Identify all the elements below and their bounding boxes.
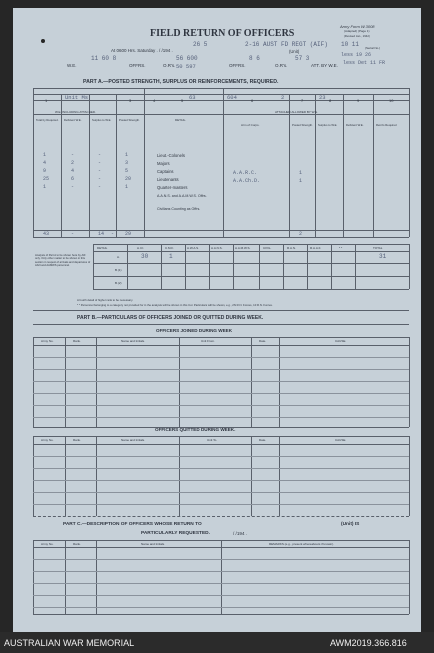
rank-label: Quarter-masters bbox=[157, 185, 188, 190]
part-a-cell: 2 bbox=[71, 160, 75, 166]
part-a-cell: - bbox=[98, 152, 102, 158]
part-a-cell: 1 bbox=[43, 152, 47, 158]
form-row-line bbox=[33, 456, 409, 457]
part-a-cell: 4 bbox=[71, 168, 75, 174]
col-number: 1 bbox=[45, 98, 48, 103]
col-number: 6 bbox=[251, 98, 254, 103]
col-number: 7 bbox=[301, 98, 304, 103]
part-b-title: PART B.—PARTICULARS OF OFFICERS JOINED OR QUITTED DURING WEEK. bbox=[77, 315, 264, 321]
det-col: CIVIL. bbox=[263, 246, 272, 250]
form-number: Army Form W.3008 bbox=[340, 24, 375, 29]
head-total: Total by Required. bbox=[36, 118, 59, 122]
arm-handwritten: A.A.Ch.D. bbox=[233, 178, 261, 184]
col-handwritten: 604 bbox=[227, 94, 237, 101]
part-a-cell: 20 bbox=[125, 176, 132, 182]
form-row-line bbox=[33, 393, 409, 394]
quitted-col: CAUSE. bbox=[335, 438, 347, 442]
arm-posted-value: 1 bbox=[299, 170, 303, 176]
quitted-col: Date. bbox=[259, 438, 267, 442]
joined-col: Army No. bbox=[41, 339, 54, 343]
rank-label: Lieutenants bbox=[157, 177, 179, 182]
footnote-1: A fourth detail of higher rank to be necessary. bbox=[77, 298, 134, 302]
head-deficient: Deficient W.E. bbox=[64, 118, 82, 122]
col-number: 3 bbox=[129, 98, 132, 103]
we-handwritten-2: 56 600 bbox=[176, 55, 198, 62]
form-row-line bbox=[33, 571, 409, 572]
det-col: A.I.F. bbox=[137, 246, 144, 250]
part-a-cell: 5 bbox=[125, 168, 129, 174]
part-c-date: / /194 . bbox=[233, 531, 248, 536]
unit-label: (Unit) bbox=[289, 49, 300, 54]
det-value: 31 bbox=[379, 253, 387, 260]
col-handwritten: 2 bbox=[281, 94, 285, 101]
col-handwritten: 63 bbox=[189, 94, 196, 101]
analysis-note: Analysis of Part A to be shown here by AIF only. Only other matter to be shown in this section in respect of arrivals and departures of AAN and AAMWS personnel. bbox=[35, 254, 91, 268]
col-number: 5 bbox=[181, 98, 184, 103]
joined-col: Unit From. bbox=[201, 339, 216, 343]
offrs-label-1: OFFRS. bbox=[129, 63, 146, 68]
col-handwritten: Unit Ms bbox=[65, 94, 89, 101]
total-value: - bbox=[71, 231, 75, 237]
total-value: 29 bbox=[125, 231, 132, 237]
ors-handwritten: 50 597 bbox=[176, 63, 196, 70]
det-col: * * bbox=[339, 246, 343, 250]
arm-posted-value: 1 bbox=[299, 178, 303, 184]
we-including-attached: W.E. INCLUDING ATTACHED. bbox=[55, 110, 96, 114]
form-row-line bbox=[33, 417, 409, 418]
det-value: 1 bbox=[169, 253, 173, 260]
att-by-we-label: ATT. BY W.E. bbox=[311, 63, 338, 68]
form-row-line bbox=[33, 607, 409, 608]
part-a-cell: - bbox=[98, 176, 102, 182]
head-posted: Posted Strength. bbox=[119, 118, 140, 122]
det-col: DETAIL bbox=[97, 246, 108, 250]
we-label: W.E. bbox=[67, 63, 77, 68]
footer-accession: AWM2019.366.816 bbox=[330, 638, 407, 648]
at-time-text: At 0600 Hrs. Saturday . / /194 . bbox=[111, 48, 173, 53]
part-a-cell: - bbox=[98, 168, 102, 174]
part-c-title-end: (Unit) IS bbox=[341, 522, 360, 527]
unit-handwritten: 2-16 AUST FD REGT (AIF) bbox=[245, 41, 328, 48]
form-row-line bbox=[33, 357, 409, 358]
form-row-line bbox=[33, 468, 409, 469]
col-number: 10 bbox=[389, 98, 394, 103]
part-a-cell: - bbox=[98, 184, 102, 190]
part-a-title: PART A.—POSTED STRENGTH, SURPLUS OR REINFORCEMENTS, REQUIRED. bbox=[83, 79, 279, 85]
less-handwritten: less 19 26 bbox=[341, 52, 372, 58]
det-col: C.M.F. bbox=[165, 246, 174, 250]
serial-label: (Serial No.) bbox=[365, 46, 381, 50]
det-row-label: B.(2) bbox=[115, 281, 122, 285]
col-number: 9 bbox=[357, 98, 360, 103]
det-col: A.W.A.S. bbox=[187, 246, 200, 250]
det-row-label: A. bbox=[117, 255, 120, 259]
part-a-cell: 6 bbox=[71, 176, 75, 182]
attached-allowed: ATTACHED ALLOWED BY W.E. bbox=[275, 110, 319, 114]
rank-label: Majors bbox=[157, 161, 170, 166]
part-a-cell: 25 bbox=[43, 176, 50, 182]
form-row-line bbox=[33, 559, 409, 560]
part-c-col: Name and Initials. bbox=[141, 542, 166, 546]
date-handwritten: 26 5 bbox=[193, 41, 208, 48]
total-value: 14 bbox=[98, 231, 105, 237]
part-a-cell: 1 bbox=[43, 184, 47, 190]
det-value: 30 bbox=[141, 253, 149, 260]
joined-col: CAUSE. bbox=[335, 339, 347, 343]
joined-col: Date. bbox=[259, 339, 267, 343]
ors-label-1: O.R's. bbox=[163, 63, 176, 68]
form-row-line bbox=[33, 595, 409, 596]
quitted-col: Name and Initials. bbox=[121, 438, 146, 442]
form-row-line bbox=[33, 583, 409, 584]
punch-hole bbox=[41, 39, 45, 43]
det-col: A.A.M.W.S. bbox=[235, 246, 251, 250]
quitted-title: OFFICERS QUITTED DURING WEEK. bbox=[155, 427, 236, 432]
document-page bbox=[13, 8, 421, 632]
head-surplus-2: Surplus to W.E. bbox=[318, 123, 338, 127]
quitted-col: Rank. bbox=[73, 438, 81, 442]
form-row-line bbox=[33, 369, 409, 370]
part-c-col: Rank. bbox=[73, 542, 81, 546]
head-surplus: Surplus to W.E. bbox=[92, 118, 112, 122]
part-a-cell: 9 bbox=[43, 168, 47, 174]
footer-institution: AUSTRALIAN WAR MEMORIAL bbox=[4, 638, 135, 648]
head-deficient-2: Deficient W.E. bbox=[346, 123, 364, 127]
rank-label: Lieut.-Colonels bbox=[157, 153, 185, 158]
serial-handwritten: 10 11 bbox=[341, 41, 360, 48]
ors-handwritten-2: 8 6 bbox=[249, 55, 260, 62]
det-col: R.A.A.F. bbox=[310, 246, 322, 250]
less-handwritten-2: less Det 11 FR bbox=[343, 60, 386, 66]
part-c-title-2: PARTICULARLY REQUESTED. bbox=[141, 531, 210, 536]
part-a-cell: 3 bbox=[125, 160, 129, 166]
form-row-line bbox=[33, 504, 409, 505]
att-handwritten: 57 3 bbox=[295, 55, 310, 62]
head-detail: DETAIL. bbox=[175, 118, 187, 122]
archive-footer bbox=[0, 632, 434, 653]
arm-handwritten: A.A.R.C. bbox=[233, 170, 258, 176]
rank-label: Captains bbox=[157, 169, 174, 174]
det-row-label: B.(1) bbox=[115, 268, 122, 272]
head-arm: Arm of Corps. bbox=[241, 123, 260, 127]
col-number: 8 bbox=[329, 98, 332, 103]
part-a-cell: 1 bbox=[125, 184, 129, 190]
form-revised: (Revised Jan., 1942) bbox=[344, 34, 370, 38]
form-adapted: (Adapted) (Page 1) bbox=[344, 29, 370, 33]
joined-title: OFFICERS JOINED DURING WEEK bbox=[156, 328, 233, 333]
rank-label: A.A.N.S. and A.A.M.W.S. Offrs. bbox=[157, 194, 207, 198]
rank-label: Civilians Counting as Offrs. bbox=[157, 207, 201, 211]
form-row-line bbox=[33, 480, 409, 481]
offrs-label-2: OFFRS. bbox=[229, 63, 246, 68]
part-c-col: REMARKS (e.g., present whereabouts if known). bbox=[269, 542, 335, 546]
total-value: 43 bbox=[43, 231, 50, 237]
form-row-line bbox=[33, 381, 409, 382]
part-c-title: PART C.—DESCRIPTION OF OFFICERS WHOSE RETURN TO bbox=[63, 522, 202, 527]
total-value: - bbox=[111, 231, 115, 237]
head-posted-2: Posted Strength. bbox=[292, 123, 313, 127]
col-handwritten: 23 bbox=[319, 94, 326, 101]
quitted-col: Army No. bbox=[41, 438, 54, 442]
det-col: A.A.N.S. bbox=[211, 246, 223, 250]
head-reinforcements: Rein'ts Required bbox=[376, 123, 397, 127]
part-a-cell: - bbox=[98, 160, 102, 166]
joined-col: Name and Initials. bbox=[121, 339, 146, 343]
ors-label-2: O.R's. bbox=[275, 63, 288, 68]
part-a-cell: 4 bbox=[43, 160, 47, 166]
part-a-cell: - bbox=[71, 184, 75, 190]
total-value: 2 bbox=[299, 231, 303, 237]
det-col: TOTAL bbox=[373, 246, 383, 250]
quitted-col: Unit To. bbox=[207, 438, 218, 442]
det-col: R.A.N. bbox=[287, 246, 296, 250]
page-title: FIELD RETURN OF OFFICERS bbox=[150, 28, 295, 39]
part-c-col: Army No. bbox=[41, 542, 54, 546]
part-a-cell: 1 bbox=[125, 152, 129, 158]
form-row-line bbox=[33, 492, 409, 493]
we-handwritten: 11 60 8 bbox=[91, 55, 117, 62]
form-row-line bbox=[33, 405, 409, 406]
part-a-cell: - bbox=[71, 152, 75, 158]
joined-col: Rank. bbox=[73, 339, 81, 343]
footnote-2: * * Personnel belonging to a category not provided for in the analysis will be shown in this Col. Particulars will be shown, e.g., 2N R.N. Forces, 10 R.N. Forces. bbox=[77, 303, 273, 307]
col-number: 4 bbox=[153, 98, 156, 103]
